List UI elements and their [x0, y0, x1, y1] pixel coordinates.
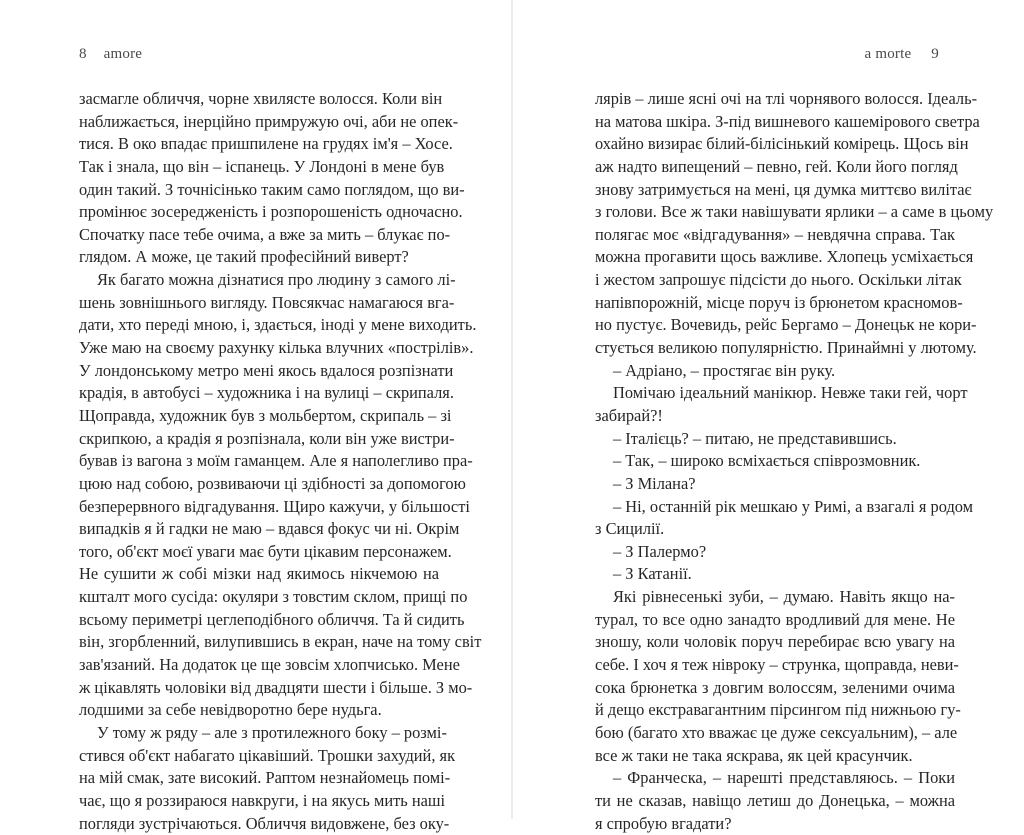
text-line: я спробую вгадати? [595, 813, 955, 835]
text-line: сока брюнетка з довгим волоссям, зеленими очима [595, 677, 955, 700]
paragraph [595, 382, 955, 427]
text-line: напівпорожній, місце поруч із брюнетом красномов- [595, 292, 955, 315]
text-line: наближається, інерційно примружую очі, аби не опек- [79, 111, 439, 134]
text-line: бою (багато хто вважає це дуже сексуальним), – але [595, 722, 955, 745]
text-line: засмагле обличчя, чорне хвилясте волосся. Коли він [79, 88, 439, 111]
text-line: він, згорбленний, вилупившись в екран, наче на тому світ [79, 631, 439, 654]
text-line: знову затримується на мені, ця думка миттєво вилітає [595, 179, 955, 202]
text-line: – Адріано, – простягає він руку. [595, 360, 955, 383]
text-line: – Італієць? – питаю, не представившись. [595, 428, 955, 451]
right-page-text [595, 88, 955, 835]
text-line: У лондонському метро мені якось вдалося розпізнати [79, 360, 439, 383]
text-line: випадків я й гадки не маю – вдався фокус чи ні. Окрім [79, 518, 439, 541]
text-line: – Ні, останній рік мешкаю у Римі, а взагалі я родом [595, 496, 955, 519]
text-line: шень зовнішнього вигляду. Повсякчас намагаюся вга- [79, 292, 439, 315]
paragraph [595, 767, 955, 835]
text-line: цюю над собою, розвиваючи ці здібності за допомогою [79, 473, 439, 496]
text-line: У тому ж ряду – але з протилежного боку – розмі- [79, 722, 439, 745]
paragraph [595, 586, 955, 767]
text-line: безперервного відгадування. Щиро кажучи, у більшості [79, 496, 439, 519]
text-line: все ж таки не така яскрава, як цей красунчик. [595, 745, 955, 768]
left-page [0, 0, 512, 819]
text-line: чає, що я роззираюся навкруги, і на якусь мить наші [79, 790, 439, 813]
text-line: лярів – лише ясні очі на тлі чорнявого волосся. Ідеаль- [595, 88, 955, 111]
text-line: Помічаю ідеальний манікюр. Невже таки гей, чорт [595, 382, 955, 405]
text-line: забирай?! [595, 405, 955, 428]
paragraph [79, 88, 439, 269]
text-line: кшталт мого сусіда: окуляри з товстим склом, прищі по [79, 586, 439, 609]
text-line: полягає моє «відгадування» – невдячна справа. Так [595, 224, 955, 247]
text-line: всьому периметрі цеглеподібного обличчя. Та й сидить [79, 609, 439, 632]
text-line: – З Палермо? [595, 541, 955, 564]
paragraph [595, 450, 955, 473]
text-line: Не сушити ж собі мізки над якимось нікчемою на [79, 563, 439, 586]
text-line: скрипкою, а крадія я розпізнала, коли він уже вистри- [79, 428, 439, 451]
text-line: того, об'єкт моєї уваги має бути цікавим персонажем. [79, 541, 439, 564]
text-line: – З Мілана? [595, 473, 955, 496]
paragraph [595, 473, 955, 496]
text-line: стився об'єкт набагато цікавіший. Трошки захудий, як [79, 745, 439, 768]
page-number: 8 [79, 46, 87, 62]
text-line: Щоправда, художник був з мольбертом, скрипаль – зі [79, 405, 439, 428]
text-line: на мій смак, зате високий. Раптом незнайомець помі- [79, 767, 439, 790]
text-line: Які рівнесенькі зуби, – думаю. Навіть якщо на- [595, 586, 955, 609]
text-line: Уже маю на своєму рахунку кілька влучних «пострілів». [79, 337, 439, 360]
text-line: тися. В око впадає пришпилене на грудях ім'я – Хосе. [79, 133, 439, 156]
text-line: стується великою популярністю. Принаймні у лютому. [595, 337, 955, 360]
text-line: Спочатку пасе тебе очима, а вже за мить – блукає по- [79, 224, 439, 247]
paragraph [595, 563, 955, 586]
running-head: a morte [865, 46, 912, 62]
text-line: ж цікавлять чоловіки від двадцяти шести і більше. З мо- [79, 677, 439, 700]
paragraph [79, 269, 439, 722]
text-line: дати, хто переді мною, і, здається, іноді у мене виходить. [79, 314, 439, 337]
text-line: охайно визирає білий-білісінький комірець. Щось він [595, 133, 955, 156]
text-line: зношу, коли чоловік поруч перебирає всю увагу на [595, 631, 955, 654]
text-line: – Франческа, – нарешті представляюсь. – Поки [595, 767, 955, 790]
text-line: турал, то все одно занадто вродливий для мене. Не [595, 609, 955, 632]
text-line: – З Катанії. [595, 563, 955, 586]
paragraph [595, 428, 955, 451]
text-line: можна прогавити щось важливе. Хлопець усміхається [595, 246, 955, 269]
text-line: з голови. Все ж таки навішувати ярлики – а саме в цьому [595, 201, 955, 224]
text-line: но пустує. Вочевидь, рейс Бергамо – Донецьк не кори- [595, 314, 955, 337]
text-line: себе. І хоч я теж нівроку – струнка, щоправда, неви- [595, 654, 955, 677]
left-page-text [79, 88, 439, 835]
text-line: ти не сказав, навіщо летиш до Донецька, – можна [595, 790, 955, 813]
text-line: промінює зосередженість і розпорошеність одночасно. [79, 201, 439, 224]
paragraph [595, 541, 955, 564]
paragraph [595, 88, 955, 360]
right-page-header [865, 46, 939, 63]
running-head: amore [104, 46, 142, 62]
text-line: крадія, в автобусі – художника і на вулиці – скрипаля. [79, 382, 439, 405]
text-line: Як багато можна дізнатися про людину з самого лі- [79, 269, 439, 292]
text-line: і жестом запрошує підсісти до нього. Оскільки літак [595, 269, 955, 292]
text-line: й дещо екстравагантним пірсингом під нижньою гу- [595, 699, 955, 722]
paragraph [595, 496, 955, 541]
text-line: один такий. З точнісінько таким само поглядом, що ви- [79, 179, 439, 202]
page-number: 9 [931, 46, 939, 62]
text-line: глядом. А може, це такий професійний виверт? [79, 246, 439, 269]
paragraph [595, 360, 955, 383]
left-page-header [79, 46, 142, 63]
text-line: зав'язаний. На додаток це ще зовсім хлопчисько. Мене [79, 654, 439, 677]
text-line: погляди зустрічаються. Обличчя видовжене, без оку- [79, 813, 439, 835]
text-line: бував із вагона з моїм гаманцем. Але я наполегливо пра- [79, 450, 439, 473]
text-line: з Сицилії. [595, 518, 955, 541]
text-line: лодшими за себе невідворотно бере нудьга. [79, 699, 439, 722]
text-line: аж надто випещений – певно, гей. Коли його погляд [595, 156, 955, 179]
right-page [512, 0, 1024, 819]
text-line: на матова шкіра. З-під вишневого кашемірового светра [595, 111, 955, 134]
paragraph [79, 722, 439, 835]
text-line: Так і знала, що він – іспанець. У Лондоні в мене був [79, 156, 439, 179]
text-line: – Так, – широко всміхається співрозмовник. [595, 450, 955, 473]
